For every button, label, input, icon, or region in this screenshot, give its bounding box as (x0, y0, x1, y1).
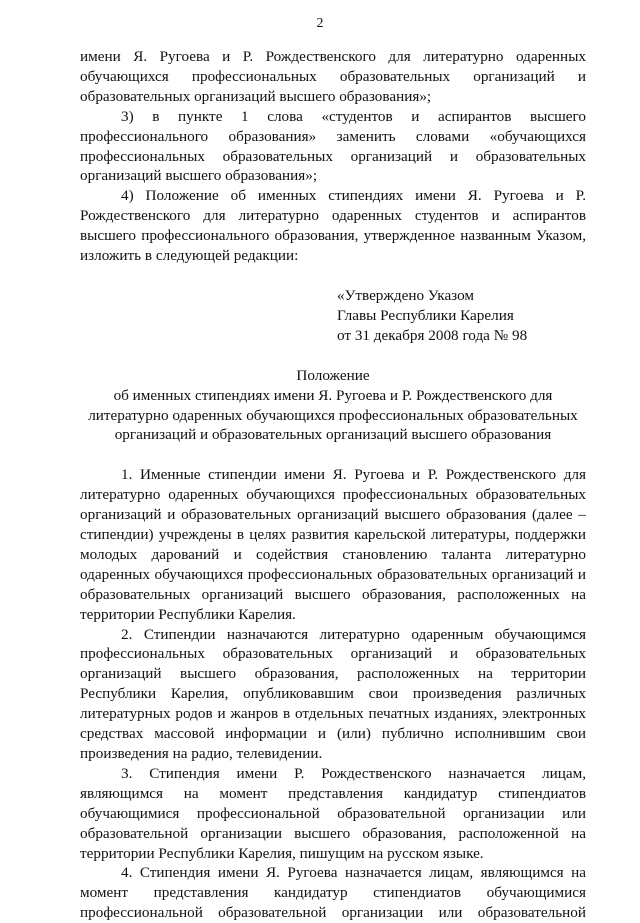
regulation-heading: Положение (296, 366, 370, 384)
paragraph-continuation: имени Я. Ругоева и Р. Рождественского для литературно одаренных обучающихся профессиональных образовательных организаций и образовательных организаций высшего образования»; (80, 48, 586, 105)
clause-paragraph: 1. Именные стипендии имени Я. Ругоева и Р. Рождественского для литературно одаренных обучающихся профессиональных образовательных организаций и образовательных организаций высшего образования (далее – стипендии) учреждены в целях развития карельской литературы, поддержки молодых дарований и содействия становлению таланта литературно одаренных обучающихся профессиональных образовательных организаций и образовательных организаций высшего образования, расположенных на территории Республики Карелия. (80, 466, 586, 623)
approval-line: Главы Республики Карелия (337, 306, 514, 324)
clause-paragraph: 3. Стипендия имени Р. Рождественского назначается лицам, являющимся на момент представления кандидатур стипендиатов обучающимися профессиональной образовательной организации или образовательной организации высшего образования, расположенной на территории Республики Карелия, пишущим на русском языке. (80, 764, 586, 862)
regulation-clauses (80, 465, 586, 923)
paragraph-amendment-3: 3) в пункте 1 слова «студентов и аспирантов высшего профессионального образования» заменить словами «обучающихся профессиональных образовательных организаций и образовательных организаций высшего образования»; (80, 107, 586, 185)
page-number: 2 (316, 16, 324, 31)
regulation-subtitle: об именных стипендиях имени Я. Ругоева и Р. Рождественского для литературно одаренных обучающихся профессиональных образовательных организаций и образовательных организаций высшего образования (88, 386, 578, 444)
approval-stamp (337, 286, 586, 346)
clause-paragraph: 2. Стипендии назначаются литературно одаренным обучающимся профессиональных образовательных организаций и образовательных организаций высшего образования, расположенных на территории Республики Карелия, опубликовавшим свои произведения различных литературных родов и жанров в отдельных печатных изданиях, электронных средствах массовой информации и (или) публично исполнившим свои произведения на радио, телевидении. (80, 625, 586, 762)
clause-paragraph: 4. Стипендия имени Я. Ругоева назначается лицам, являющимся на момент представления кандидатур стипендиатов обучающимися профессиональной образовательной организации или образовательной (80, 864, 586, 922)
regulation-title (80, 366, 586, 446)
paragraph-amendment-4: 4) Положение об именных стипендиях имени Я. Ругоева и Р. Рождественского для литературно одаренных студентов и аспирантов высшего профессионального образования, утвержденное названным Указом, изложить в следующей редакции: (80, 187, 586, 265)
document-body (80, 47, 586, 923)
approval-line: «Утверждено Указом (337, 286, 475, 304)
approval-line: от 31 декабря 2008 года № 98 (337, 326, 528, 344)
